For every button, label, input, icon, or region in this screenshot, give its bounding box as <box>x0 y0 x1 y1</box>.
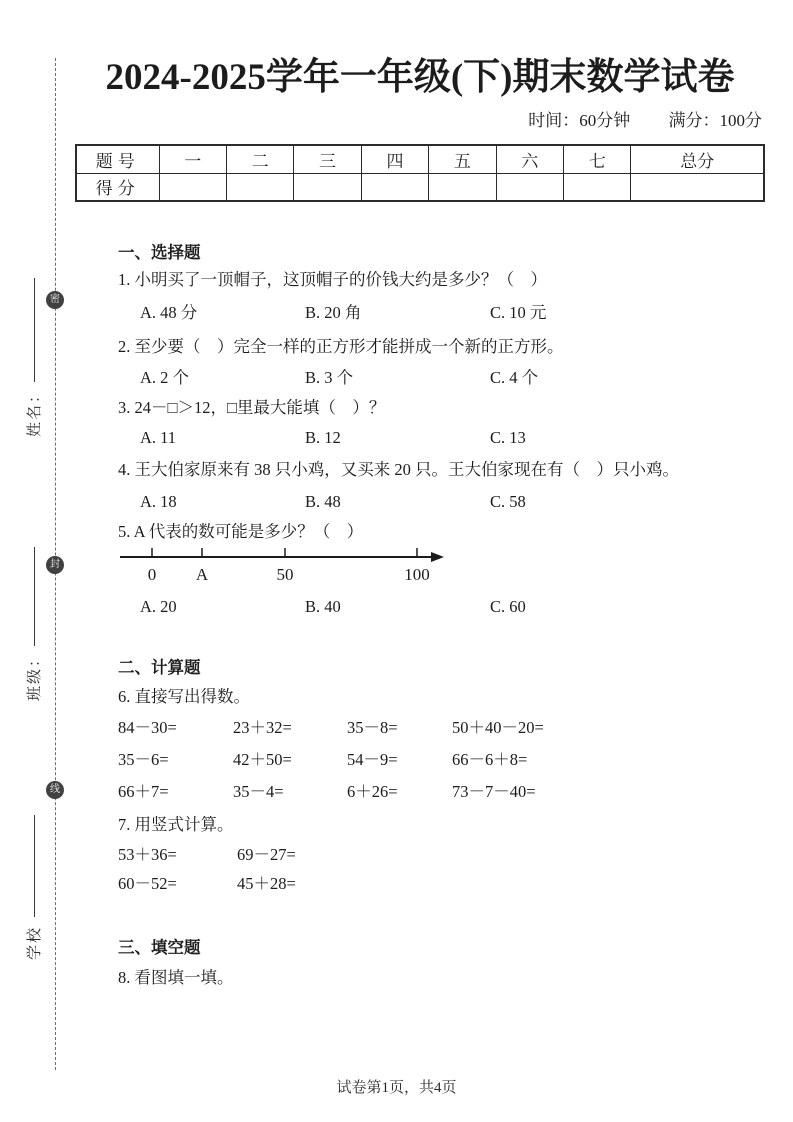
score-cell <box>429 173 496 201</box>
calc-item: 69－27= <box>237 845 296 864</box>
option-b: B. 3 个 <box>305 368 354 387</box>
question-3: 3. 24－□＞12，□里最大能填（ ）？ <box>118 398 386 417</box>
section-heading-choice: 一、选择题 <box>118 243 201 262</box>
option-c: C. 13 <box>490 428 526 447</box>
score-cell <box>294 173 361 201</box>
question-8: 8. 看图填一填。 <box>118 968 234 987</box>
class-blank-line <box>32 547 35 646</box>
score-table-col: 四 <box>361 145 428 173</box>
score-table-header-row <box>76 145 764 173</box>
question-5-options <box>118 596 765 617</box>
question-5: 5. A 代表的数可能是多少？（ ） <box>118 522 364 541</box>
score-cell <box>564 173 631 201</box>
paper-title: 2024-2025学年一年级(下)期末数学试卷 <box>105 57 735 98</box>
calc-row <box>118 844 765 865</box>
time-limit: 时间：60分钟 <box>528 111 631 130</box>
score-table-col: 二 <box>226 145 293 173</box>
number-line-tick-label: 50 <box>276 565 294 584</box>
option-b: B. 40 <box>305 597 341 616</box>
calc-item: 53＋36= <box>118 845 177 864</box>
score-cell <box>159 173 226 201</box>
calc-item: 60－52= <box>118 874 177 893</box>
question-4: 4. 王大伯家原来有 38 只小鸡，又买来 20 只。王大伯家现在有（ ）只小鸡。 <box>118 460 679 479</box>
calc-item: 84－30= <box>118 718 177 737</box>
calc-item: 50＋40－20= <box>452 718 544 737</box>
seal-stamp-feng: 封 <box>46 556 64 574</box>
calc-item: 66－6＋8= <box>452 750 528 769</box>
school-blank-line <box>32 815 35 917</box>
option-c: C. 58 <box>490 492 526 511</box>
name-field-label: 姓名： <box>27 385 43 437</box>
paper-meta <box>75 110 765 132</box>
question-7: 7. 用竖式计算。 <box>118 815 234 834</box>
option-a: A. 48 分 <box>140 303 198 322</box>
question-1: 1. 小明买了一顶帽子，这顶帽子的价钱大约是多少？（ ） <box>118 270 547 289</box>
option-b: B. 48 <box>305 492 341 511</box>
question-2-options <box>118 367 765 388</box>
score-table-col: 六 <box>496 145 563 173</box>
class-field <box>23 547 44 701</box>
question-area <box>118 242 765 988</box>
option-c: C. 4 个 <box>490 368 539 387</box>
calc-item: 23＋32= <box>233 718 292 737</box>
option-a: A. 11 <box>140 428 177 447</box>
calc-item: 45＋28= <box>237 874 296 893</box>
option-c: C. 60 <box>490 597 526 616</box>
score-table-row2-label: 得分 <box>76 173 159 201</box>
school-field <box>23 815 44 960</box>
calc-item: 35－8= <box>347 718 398 737</box>
score-table-score-row <box>76 173 764 201</box>
number-line-tick-label: A <box>195 565 209 584</box>
question-6: 6. 直接写出得数。 <box>118 687 250 706</box>
number-line <box>118 547 518 587</box>
question-1-options <box>118 302 765 323</box>
number-line-tick-label: 0 <box>147 565 157 584</box>
page-footer: 试卷第1页，共4页 <box>336 1080 457 1096</box>
section-heading-calc: 二、计算题 <box>118 658 201 677</box>
score-table-col: 一 <box>159 145 226 173</box>
name-blank-line <box>32 278 35 382</box>
score-cell <box>226 173 293 201</box>
score-table <box>75 144 765 202</box>
class-field-label: 班级： <box>27 649 43 701</box>
score-cell <box>631 173 764 201</box>
name-field <box>23 278 44 437</box>
calc-row <box>118 873 765 894</box>
calc-item: 6＋26= <box>347 782 398 801</box>
score-table-col: 七 <box>564 145 631 173</box>
calc-row <box>118 717 765 738</box>
calc-item: 66＋7= <box>118 782 169 801</box>
calc-row <box>118 781 765 802</box>
calc-row <box>118 749 765 770</box>
score-table-col: 三 <box>294 145 361 173</box>
full-score: 满分：100分 <box>668 111 762 130</box>
score-cell <box>361 173 428 201</box>
score-table-col: 总分 <box>631 145 764 173</box>
calc-item: 54－9= <box>347 750 398 769</box>
option-a: A. 20 <box>140 597 177 616</box>
calc-item: 73－7－40= <box>452 782 536 801</box>
question-2: 2. 至少要（ ）完全一样的正方形才能拼成一个新的正方形。 <box>118 337 564 356</box>
question-3-options <box>118 427 765 448</box>
school-field-label: 学校 <box>27 925 43 960</box>
calc-item: 35－4= <box>233 782 284 801</box>
score-cell <box>496 173 563 201</box>
number-line-figure <box>118 547 765 587</box>
seal-stamp-xian: 线 <box>46 781 64 799</box>
exam-page <box>75 0 765 988</box>
option-b: B. 20 角 <box>305 303 362 322</box>
calc-item: 42＋50= <box>233 750 292 769</box>
seal-stamp-mi: 密 <box>46 291 64 309</box>
option-a: A. 18 <box>140 492 177 511</box>
section-heading-fill: 三、填空题 <box>118 938 201 957</box>
calc-item: 35－6= <box>118 750 169 769</box>
score-table-col: 五 <box>429 145 496 173</box>
option-a: A. 2 个 <box>140 368 190 387</box>
question-4-options <box>118 491 765 512</box>
number-line-tick-label: 100 <box>404 565 430 584</box>
option-b: B. 12 <box>305 428 341 447</box>
score-table-row1-label: 题号 <box>76 145 159 173</box>
option-c: C. 10 元 <box>490 303 547 322</box>
